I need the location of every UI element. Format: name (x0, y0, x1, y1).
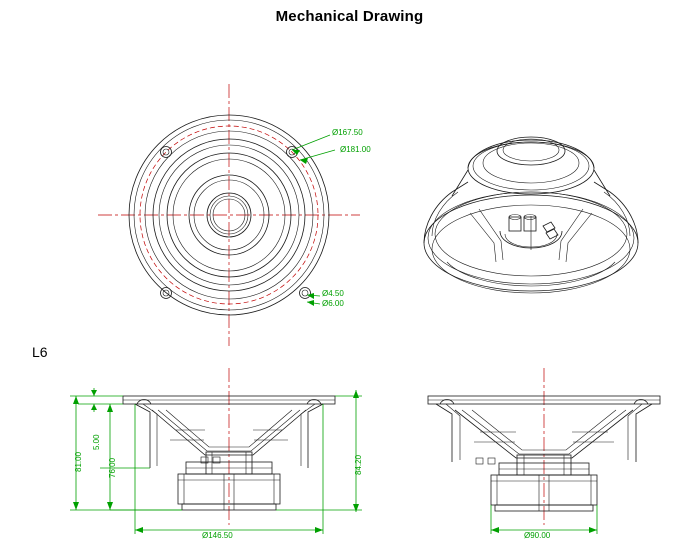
dim-mounting-depth: 76.00 (108, 457, 117, 478)
dim-magnet-diameter: Ø90.00 (524, 531, 551, 540)
dim-screw-hole: Ø4.50 (322, 289, 344, 298)
dim-frame-diameter: Ø146.50 (202, 531, 233, 540)
dim-flange-thickness: 5.00 (92, 434, 101, 450)
page-title: Mechanical Drawing (275, 8, 424, 25)
side-section-geometry (428, 368, 660, 534)
dim-bolt-circle: Ø167.50 (332, 128, 363, 137)
variant-label: L6 (32, 344, 48, 360)
dim-total-depth: 84.20 (354, 454, 363, 475)
dim-screw-counterbore: Ø6.00 (322, 299, 344, 308)
dim-outer-diameter: Ø181.00 (340, 145, 371, 154)
dim-overall-height: 81.00 (74, 451, 83, 472)
